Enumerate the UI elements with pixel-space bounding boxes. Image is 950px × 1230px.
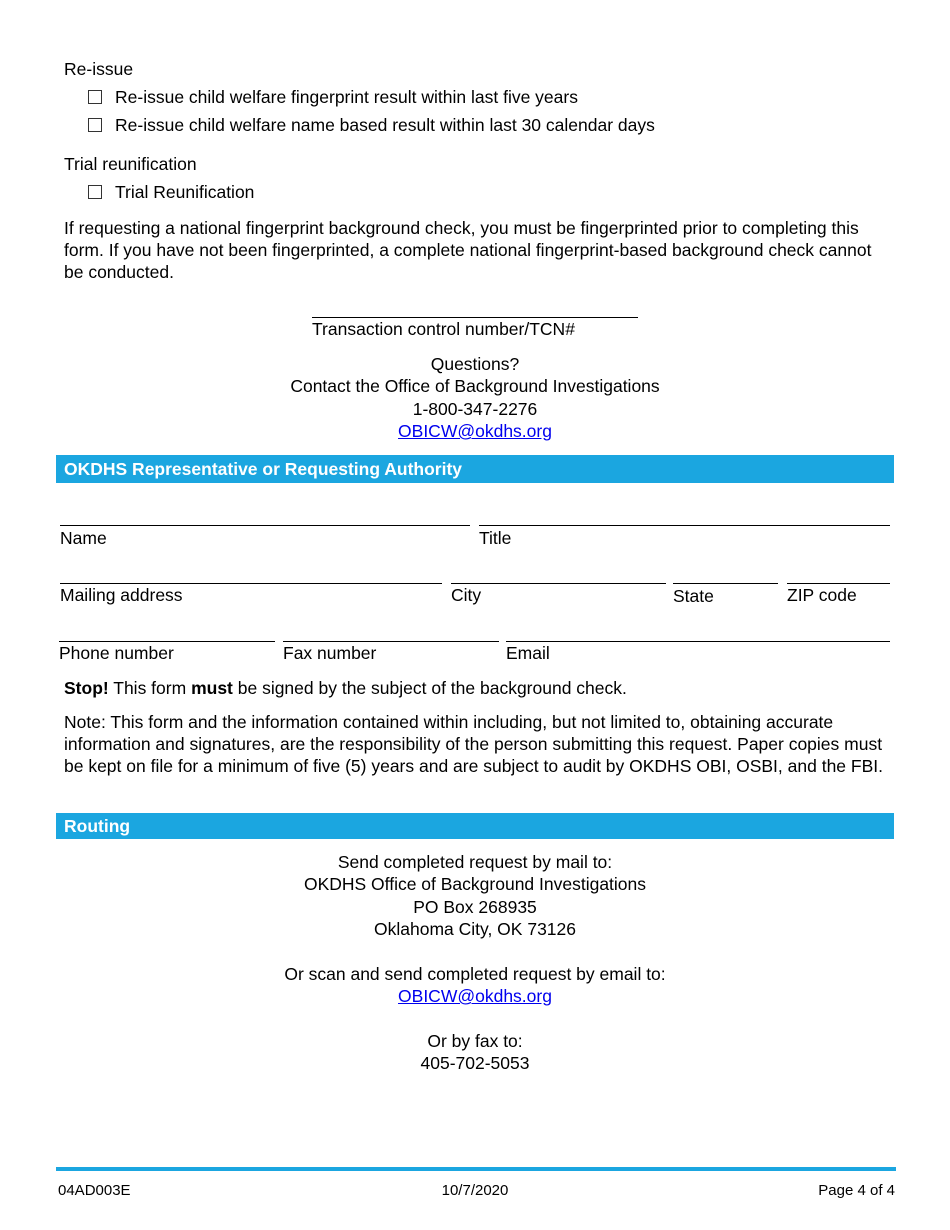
name-field-label: Name [60, 528, 107, 548]
reissue-fingerprint-checkbox[interactable] [88, 90, 102, 104]
contact-questions: Questions? [430, 354, 520, 374]
retention-note: Note: This form and the information contained within including, but not limited to, obtaining accurate information and signatures, are the responsibility of the person submitting this request. Paper copies must be kept on file for a minimum of five (5) years and are subject to audit by OKDHS OBI, OSBI, and the FBI. [64, 712, 883, 776]
footer-page-number: Page 4 of 4 [818, 1182, 895, 1199]
reissue-heading: Re-issue [64, 59, 134, 79]
routing-email-link[interactable]: OBICW@okdhs.org [398, 986, 552, 1006]
city-field-label: City [451, 585, 482, 605]
fingerprint-note: If requesting a national fingerprint background check, you must be fingerprinted prior to completing this form. If you have not been fingerprinted, a complete national fingerprint-based background check cannot be conducted. [64, 218, 872, 282]
state-field-line[interactable] [673, 583, 778, 584]
routing-mail-po: PO Box 268935 [413, 897, 537, 917]
routing-fax-intro: Or by fax to: [427, 1031, 523, 1051]
stop-text-1: This form [108, 678, 192, 698]
title-field-line[interactable] [479, 525, 890, 526]
stop-must: must [191, 678, 233, 698]
reissue-fingerprint-label: Re-issue child welfare fingerprint result within last five years [115, 87, 578, 107]
contact-office: Contact the Office of Background Investigations [290, 376, 660, 396]
stop-text-2: be signed by the subject of the background check. [232, 678, 627, 698]
trial-reunification-checkbox[interactable] [88, 185, 102, 199]
stop-bold: Stop! [64, 678, 109, 698]
state-field-label: State [673, 586, 714, 606]
stop-notice [64, 677, 894, 699]
fax-field-label: Fax number [283, 643, 377, 663]
city-field-line[interactable] [451, 583, 666, 584]
email-field-label: Email [506, 643, 550, 663]
trial-heading: Trial reunification [64, 154, 197, 174]
email-field-line[interactable] [506, 641, 890, 642]
routing-mail-intro: Send completed request by mail to: [337, 852, 613, 872]
contact-phone: 1-800-347-2276 [412, 399, 538, 419]
tcn-label: Transaction control number/TCN# [312, 319, 575, 339]
footer-form-id: 04AD003E [58, 1182, 131, 1199]
footer-divider [56, 1167, 896, 1171]
rep-section-header: OKDHS Representative or Requesting Authority [56, 455, 894, 483]
reissue-name-based-checkbox[interactable] [88, 118, 102, 132]
reissue-name-based-option[interactable] [88, 114, 655, 136]
routing-mail-city: Oklahoma City, OK 73126 [374, 919, 576, 939]
phone-field-label: Phone number [59, 643, 174, 663]
contact-email-link[interactable]: OBICW@okdhs.org [398, 421, 552, 441]
routing-fax-number: 405-702-5053 [420, 1053, 530, 1073]
reissue-fingerprint-option[interactable] [88, 86, 578, 108]
zip-field-label: ZIP code [787, 585, 857, 605]
routing-email-intro: Or scan and send completed request by email to: [284, 964, 666, 984]
footer-date: 10/7/2020 [441, 1182, 509, 1199]
trial-reunification-label: Trial Reunification [115, 182, 255, 202]
title-field-label: Title [479, 528, 512, 548]
routing-mail-org: OKDHS Office of Background Investigations [303, 874, 647, 894]
contact-email-row [56, 420, 894, 442]
trial-reunification-option[interactable] [88, 181, 254, 203]
routing-email-row [56, 985, 894, 1007]
name-field-line[interactable] [60, 525, 470, 526]
mailing-address-field-label: Mailing address [60, 585, 183, 605]
reissue-name-based-label: Re-issue child welfare name based result within last 30 calendar days [115, 115, 655, 135]
routing-header: Routing [56, 813, 894, 839]
